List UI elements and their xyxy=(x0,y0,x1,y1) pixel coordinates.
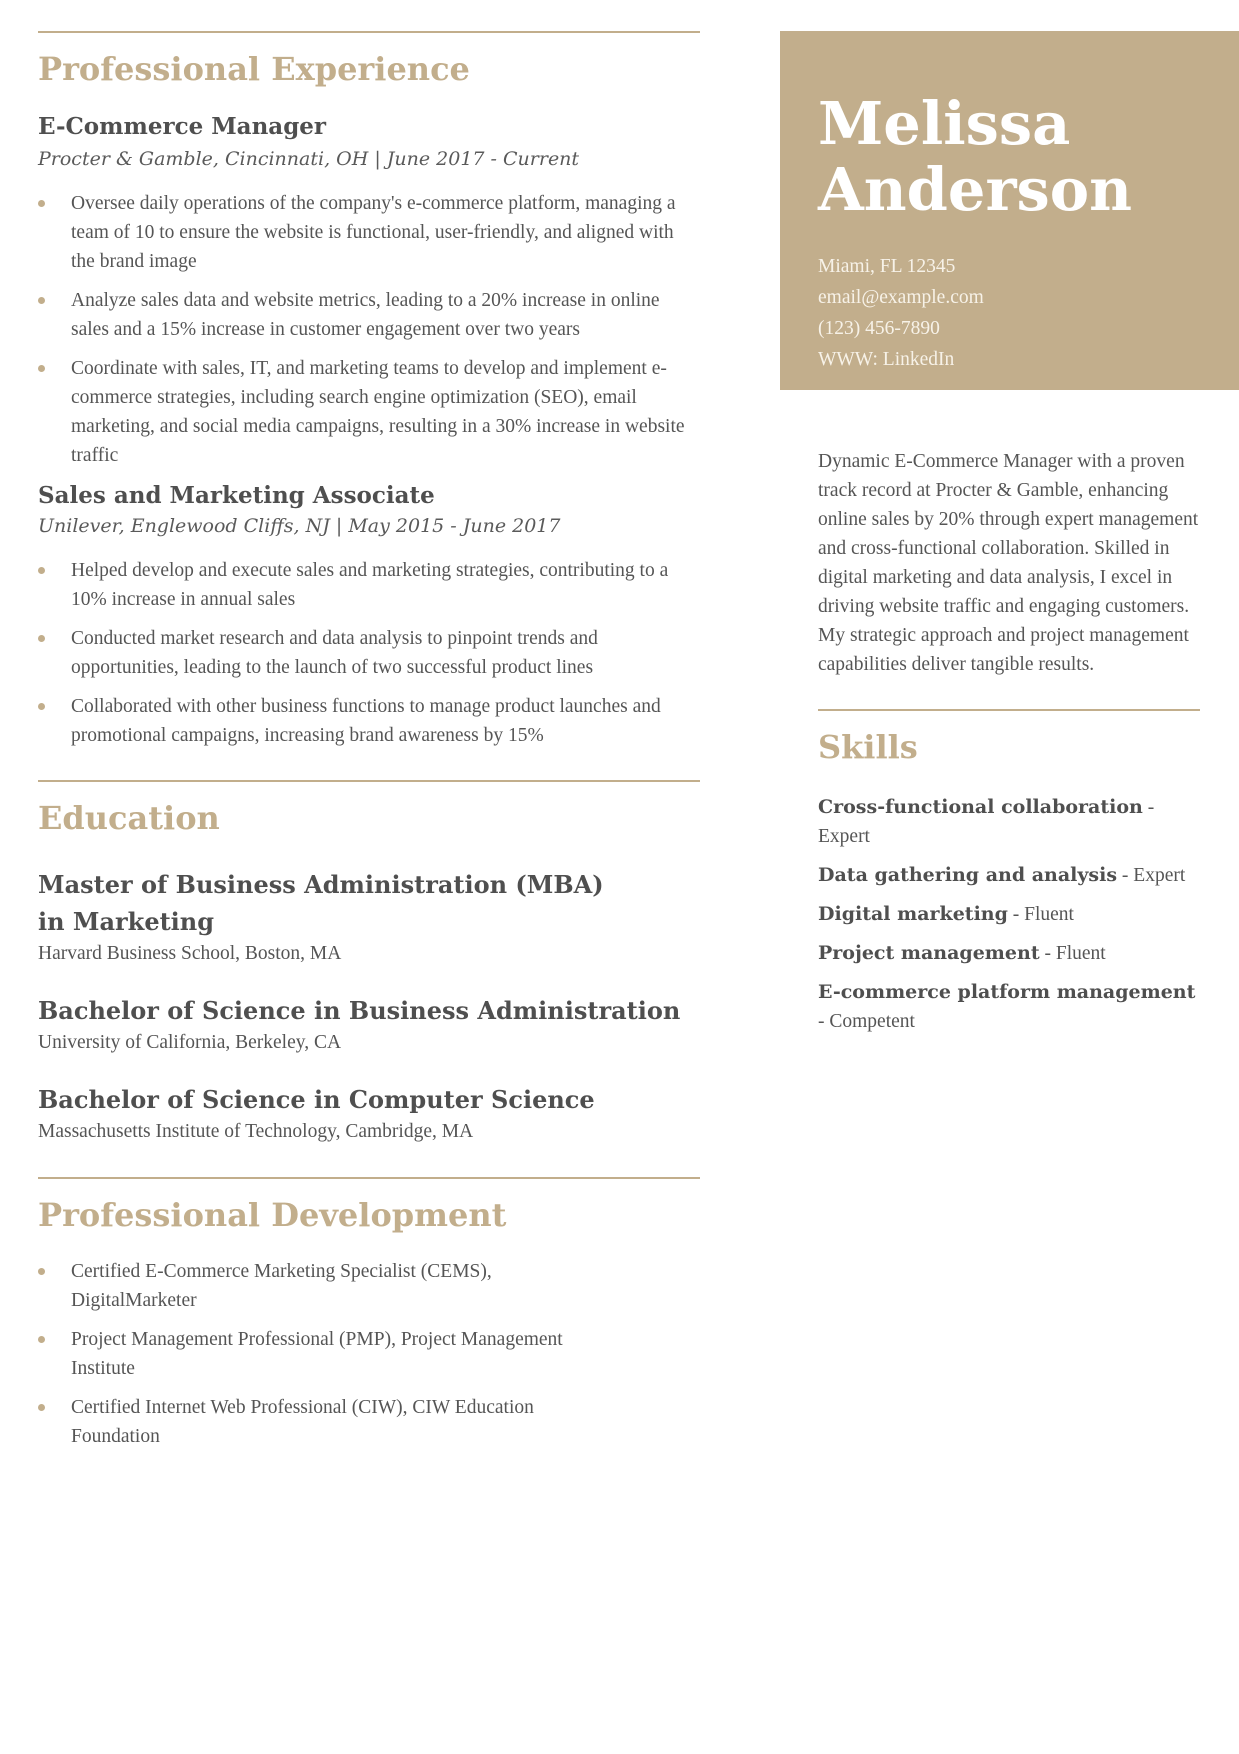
degree: Bachelor of Science in Business Administration xyxy=(38,996,681,1025)
skill-name: Cross-functional collaboration xyxy=(818,796,1143,818)
bullet-item: Helped develop and execute sales and marketing strategies, contributing to a 10% increase in annual sales xyxy=(38,556,700,614)
main-column xyxy=(38,0,700,1451)
name-header xyxy=(780,31,1239,390)
bullet-item: Project Management Professional (PMP), Project Management Institute xyxy=(38,1325,678,1383)
education-title: Education xyxy=(38,799,220,837)
skill-level: Expert xyxy=(818,826,870,847)
job-meta: Procter & Gamble, Cincinnati, OH | June 2017 - Current xyxy=(38,148,580,170)
skill-level: Competent xyxy=(829,1011,915,1032)
education-entry xyxy=(38,1081,700,1146)
skill-level: Fluent xyxy=(1055,943,1106,964)
divider xyxy=(38,31,700,33)
divider xyxy=(38,1177,700,1179)
education-entry xyxy=(38,992,700,1057)
bullet-item: Certified Internet Web Professional (CIW), CIW Education Foundation xyxy=(38,1393,678,1451)
contact-location: Miami, FL 12345 xyxy=(818,256,956,277)
skill-level: Fluent xyxy=(1024,904,1074,925)
school: University of California, Berkeley, CA xyxy=(38,1032,342,1053)
skill-item: Cross-functional collaboration - Expert xyxy=(818,796,1155,847)
summary-text: Dynamic E-Commerce Manager with a proven track record at Procter & Gamble, enhancing online sales by 20% through expert management and cross-functional collaboration. Skilled in digital marketing and data analysis, I excel in driving website traffic and engaging customers. My strategic approach and project management capabilities deliver tangible results. xyxy=(818,451,1199,675)
job-entry xyxy=(38,482,700,750)
job-title: E-Commerce Manager xyxy=(38,113,327,140)
job-title: Sales and Marketing Associate xyxy=(38,482,435,509)
skill-name: Project management xyxy=(818,942,1040,964)
bullet-item: Collaborated with other business functions to manage product launches and promotional campaigns, increasing brand awareness by 15% xyxy=(38,692,700,750)
divider xyxy=(818,709,1200,711)
school: Massachusetts Institute of Technology, Cambridge, MA xyxy=(38,1121,474,1142)
development-list xyxy=(38,1257,678,1451)
skill-name: Digital marketing xyxy=(818,903,1008,925)
bullet-item: Oversee daily operations of the company's e-commerce platform, managing a team of 10 to ensure the website is functional, user-friendly, and aligned with the brand image xyxy=(38,189,700,276)
skill-item: E-commerce platform management - Competent xyxy=(818,981,1196,1032)
first-name: Melissa xyxy=(818,89,1071,158)
bullet-item: Coordinate with sales, IT, and marketing teams to develop and implement e-commerce strategies, including search engine optimization (SEO), email marketing, and social media campaigns, resulting in a 30% increase in website traffic xyxy=(38,354,700,470)
skill-item: Data gathering and analysis - Expert xyxy=(818,864,1186,886)
contact-email[interactable]: email@example.com xyxy=(818,287,984,308)
skill-name: E-commerce platform management xyxy=(818,981,1196,1003)
skill-name: Data gathering and analysis xyxy=(818,864,1118,886)
job-meta: Unilever, Englewood Cliffs, NJ | May 2015 - June 2017 xyxy=(38,515,561,537)
bullet-item: Conducted market research and data analysis to pinpoint trends and opportunities, leading to the launch of two successful product lines xyxy=(38,624,700,682)
bullet-item: Certified E-Commerce Marketing Specialist (CEMS), DigitalMarketer xyxy=(38,1257,678,1315)
job-entry xyxy=(38,113,700,470)
last-name: Anderson xyxy=(818,155,1133,224)
bullet-item: Analyze sales data and website metrics, leading to a 20% increase in online sales and a 15% increase in customer engagement over two years xyxy=(38,286,700,344)
skill-item: Digital marketing - Fluent xyxy=(818,903,1074,925)
contact-info xyxy=(818,251,1239,375)
school: Harvard Business School, Boston, MA xyxy=(38,943,342,964)
skills-list xyxy=(818,793,1203,1036)
experience-title: Professional Experience xyxy=(38,50,470,88)
skill-item: Project management - Fluent xyxy=(818,942,1106,964)
job-bullets xyxy=(38,189,700,470)
degree: Master of Business Administration (MBA) in Marketing xyxy=(38,870,604,936)
job-bullets xyxy=(38,556,700,750)
degree: Bachelor of Science in Computer Science xyxy=(38,1085,595,1114)
skill-level: Expert xyxy=(1133,865,1186,886)
education-entry xyxy=(38,866,700,968)
development-title: Professional Development xyxy=(38,1196,507,1234)
contact-phone: (123) 456-7890 xyxy=(818,318,940,339)
sidebar xyxy=(780,31,1239,1046)
contact-web[interactable]: WWW: LinkedIn xyxy=(818,349,955,370)
divider xyxy=(38,780,700,782)
skills-title: Skills xyxy=(818,728,918,766)
